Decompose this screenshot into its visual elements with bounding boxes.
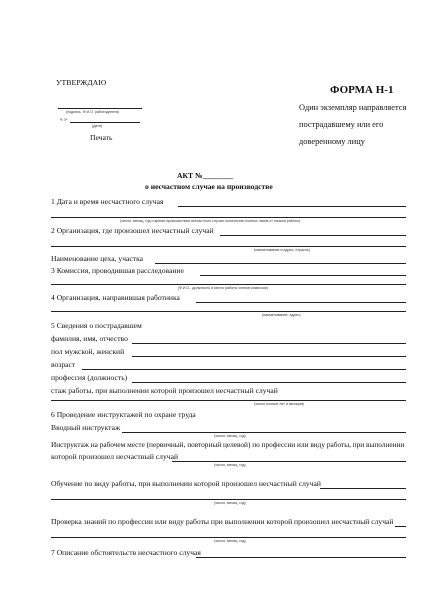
item-2-caption: (наименование и адрес, отрасль) <box>254 248 310 252</box>
copy-note-1: Один экземпляр направляется <box>299 103 407 112</box>
copy-note-3: доверенному лицу <box>299 137 365 146</box>
item-1-line[interactable] <box>178 206 406 207</box>
item-6-check-caption: (число, месяц, год) <box>214 539 246 543</box>
item-5-experience-caption: (число полных лет и месяцев) <box>254 402 305 406</box>
item-2-line-2[interactable] <box>51 246 406 247</box>
item-4-line-2[interactable] <box>51 311 406 312</box>
item-1-label: 1 Дата и время несчастного случая <box>51 197 164 206</box>
item-5-experience-line[interactable] <box>51 400 406 401</box>
item-4-label: 4 Организация, направившая работника <box>51 293 180 302</box>
item-1-caption: (число, месяц, год и время происшествия несчастного случая, количество полных часов от начала работы) <box>120 219 301 223</box>
item-6-training-label: Обучение по виду работы, при выполнении которой произошел несчастный случай <box>51 479 321 488</box>
date-line <box>70 122 140 123</box>
item-1-line-2[interactable] <box>51 217 406 218</box>
item-6-label: 6 Проведение инструктажей по охране труда <box>51 410 196 419</box>
approve-label: УТВЕРЖДАЮ <box>56 78 107 87</box>
signature-caption: (подпись, Ф.И.О. работодателя) <box>66 110 120 114</box>
item-6-intro-line[interactable] <box>122 432 406 433</box>
item-6-workplace-caption: (число, месяц, год) <box>214 463 246 467</box>
act-subtitle: о несчастном случае на производстве <box>145 182 273 191</box>
signature-line <box>58 108 142 109</box>
item-6-training-caption: (число, месяц, год) <box>214 501 246 505</box>
item-6-check-line-2[interactable] <box>51 537 406 538</box>
form-label: ФОРМА Н-1 <box>330 84 394 96</box>
item-2-line[interactable] <box>220 235 406 236</box>
item-4-caption: (наименование, адрес) <box>262 313 301 317</box>
item-5-label: 5 Сведения о пострадавшем <box>51 321 142 330</box>
item-5-sex-label: пол мужской, женский <box>51 347 125 356</box>
date-caption: (дата) <box>92 124 103 128</box>
item-6-training-line-2[interactable] <box>51 499 406 500</box>
item-5-profession-line[interactable] <box>132 382 406 383</box>
item-7-line[interactable] <box>196 557 406 558</box>
item-5-profession-label: профессия (должность) <box>51 373 128 382</box>
item-3-label: 3 Комиссия, проводившая расследование <box>51 266 184 275</box>
item-6-intro-label: Вводный инструктаж <box>51 423 121 432</box>
item-2-workshop-line[interactable] <box>155 263 406 264</box>
item-3-line[interactable] <box>200 275 406 276</box>
item-5-name-label: фамилия, имя, отчество <box>51 334 128 343</box>
item-5-name-line[interactable] <box>132 343 406 344</box>
seal-label: Печать <box>90 133 113 142</box>
item-5-experience-label: стаж работы, при выполнении которой произошел несчастный случай <box>51 386 278 395</box>
item-3-line-2[interactable] <box>51 284 406 285</box>
item-6-workplace-label-2: которой произошел несчастный случай <box>51 452 179 461</box>
item-4-line[interactable] <box>196 302 406 303</box>
item-5-age-label: возраст <box>51 360 76 369</box>
item-3-caption: (Ф.И.О., должность и место работы членов комиссии) <box>178 286 268 290</box>
item-6-workplace-label: Инструктаж на рабочем месте (первичный, повторный целевой) по профессии или виду работы, при выполнении <box>51 440 405 449</box>
item-6-check-label: Проверка знаний по профессии или виду работы при выполнении которой произошел несчастный случай <box>51 517 394 526</box>
act-number: АКТ №________ <box>177 171 233 180</box>
item-6-training-line[interactable] <box>320 488 406 489</box>
item-6-workplace-line[interactable] <box>172 461 406 462</box>
copy-note-2: пострадавшему или его <box>299 120 384 129</box>
date-marks: « » <box>60 117 67 123</box>
item-5-age-line[interactable] <box>82 369 406 370</box>
item-6-intro-caption: (число, месяц, год) <box>214 434 246 438</box>
item-6-check-line[interactable] <box>395 526 406 527</box>
item-7-label: 7 Описание обстоятельств несчастного случая <box>51 548 201 557</box>
item-2-label: 2 Организация, где произошел несчастный случай <box>51 226 214 235</box>
item-5-sex-line[interactable] <box>132 356 406 357</box>
item-2-workshop-label: Наименование цеха, участка <box>51 254 144 263</box>
